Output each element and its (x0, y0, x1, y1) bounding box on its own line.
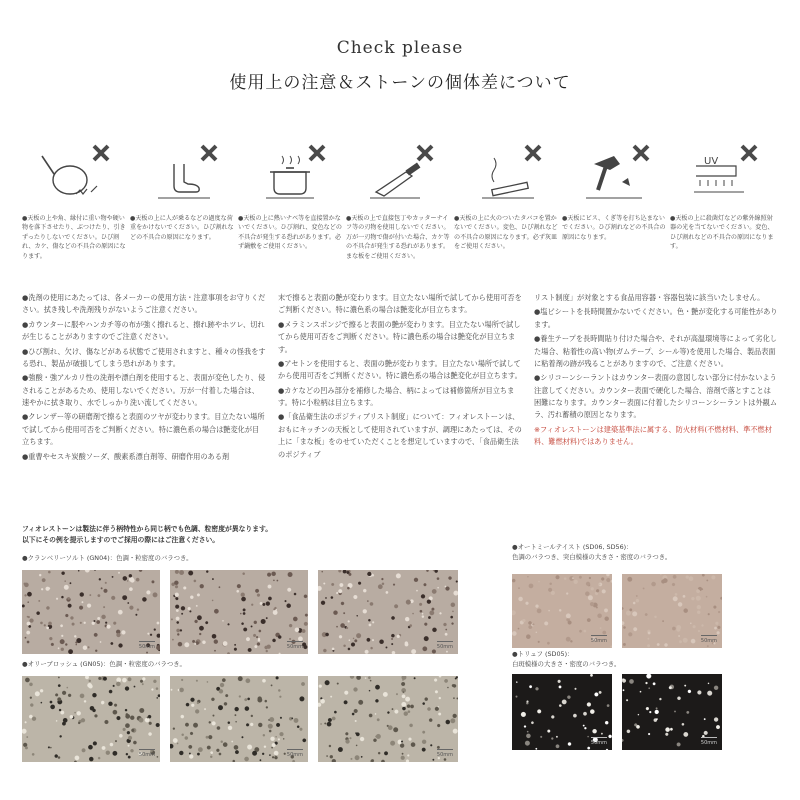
icon-caption-5: ●天板の上に火のついたタバコを置かないでください。変色、ひび割れなどの不具合の原因になります。必ず灰皿をご使用ください。 (454, 215, 558, 251)
warning-icon-cell-3 (238, 140, 346, 210)
note-item: ●「食品衛生法のポジティブリスト制度」について：フィオレストーンは、おもにキッチンの天板として使用されていますが、調理にあたっては、その上に「まな板」をのせていただくことを想定していますので、「食品衛生法のポジティブ (278, 412, 522, 459)
oatmeal-label-desc: 色調のバラつき、突白模様の大きさ・密度のバラつき。 (512, 552, 672, 561)
hammer-icon (576, 142, 656, 204)
note-item: ●クレンザー等の研磨剤で擦ると表面のツヤが変わります。目立たない場所で試してから使用可否をご判断ください。特に濃色系の場合は艶変化が目立ちます。 (22, 412, 265, 447)
cranberry-label: ●クランベリーソルト (GN04)：色調・粒密度のバラつき。 (22, 554, 193, 562)
icon-caption-1: ●天板の上や角、縁付に重い物や硬い物を落下させたり、ぶつけたり、引きずったりしないでください。ひび割れ、カケ、傷などの不具合の原因になります。 (22, 215, 126, 260)
scale-label: 50mm (138, 752, 155, 758)
warning-icon-cell-2 (130, 140, 238, 210)
cigarette-icon (468, 142, 548, 204)
icon-caption-6: ●天板にビス、くぎ等を打ち込まないでください。ひび割れなどの不具合の原因になります。 (562, 215, 666, 241)
header (0, 38, 800, 93)
note-item: ●メラミンスポンジで擦ると表面の艶が変わります。目立たない場所で試してから使用可否をご判断ください。特に濃色系の場合は艶変化が目立ちます。 (278, 319, 521, 354)
note-item: ●重曹やセスキ炭酸ソーダ、酸素系漂白剤等、研磨作用のある剤 (22, 451, 230, 461)
note-item: ●ひび割れ、欠け、傷などがある状態でご使用されますと、種々の怪我をする恐れ、製品が破損してしまう恐れがあります。 (22, 346, 266, 368)
olive-sample-3 (318, 676, 458, 762)
cranberry-sample-2 (170, 570, 308, 654)
oatmeal-sample-2 (622, 574, 722, 648)
scale-label: 50mm (138, 644, 155, 650)
scale-label: 50mm (700, 740, 717, 746)
icon-captions (22, 214, 782, 284)
olive-sample-2 (170, 676, 308, 762)
notes-column-2 (278, 292, 522, 463)
usage-notes (22, 292, 778, 492)
fire-rating-warning: ※フィオレストーンは建築基準法に属する、防火材料(不燃材料、準不燃材料、難燃材料)ではありません。 (534, 424, 772, 447)
icon-caption-7: ●天板の上に殺菌灯などの紫外線照射器の光を当てないでください。変色、ひび割れなどの不具合の原因になります。 (670, 215, 774, 251)
note-item: ●アセトンを使用すると、表面の艶が変わります。目立たない場所で試してから使用可否をご判断ください。特に濃色系の場合は艶変化が目立ちます。 (278, 358, 522, 381)
cranberry-sample-3 (318, 570, 458, 654)
truffle-label-desc: 白斑模様の大きさ・密度のバラつき。 (512, 659, 621, 668)
note-item: 末で擦ると表面の艶が変わります。目立たない場所で試してから使用可否をご判断ください。特に濃色系の場合は艶変化が目立ちます。 (278, 293, 522, 315)
warning-icon-cell-1 (22, 140, 130, 210)
scale-label: 50mm (590, 638, 607, 644)
truffle-label-title: ●トリュフ (SD05)： (512, 650, 574, 658)
truffle-sample-1 (512, 674, 612, 750)
notes-column-1 (22, 292, 266, 465)
warning-icon-cell-4 (346, 140, 454, 210)
olive-sample-1 (22, 676, 160, 762)
eyebrow-text: Check please (336, 38, 464, 58)
hot-pot-icon (252, 142, 332, 204)
knife-icon (360, 142, 440, 204)
oatmeal-sample-1 (512, 574, 612, 648)
foot-icon (144, 142, 224, 204)
warning-icons-row (22, 140, 782, 210)
oatmeal-label (512, 543, 671, 562)
uv-label: UV (704, 156, 719, 167)
cranberry-sample-1 (22, 570, 160, 654)
truffle-label (512, 650, 620, 669)
scale-label: 50mm (436, 644, 453, 650)
scale-label: 50mm (436, 752, 453, 758)
olive-label: ●オリーブロッシュ (GN05)：色調・粒密度のバラつき。 (22, 660, 186, 668)
warning-icon-cell-5 (454, 140, 562, 210)
hot-pan-icon (36, 142, 116, 204)
scale-label: 50mm (590, 740, 607, 746)
note-item: ●強酸・強アルカリ性の洗剤や漂白剤を使用すると、表面が変色したり、侵されることがあるため、使用しないでください。万が一付着した場合は、速やかに拭き取り、水でしっかり洗い流してください。 (22, 373, 266, 407)
note-item: リスト制度」が対象とする食品用容器・容器包装に該当いたしません。 (534, 293, 765, 302)
uv-light-icon (684, 142, 764, 204)
warning-icon-cell-6 (562, 140, 670, 210)
scale-label: 50mm (286, 752, 303, 758)
note-item: ●カウンターに服やハンカチ等の布が強く擦れると、擦れ跡やホツレ、切れが生じることがありますのでご注意ください。 (22, 319, 265, 342)
oatmeal-label-title: ●オートミールテイスト (SD06, SD56)： (512, 543, 633, 551)
icon-caption-2: ●天板の上に人が乗るなどの過度な荷重をかけないでください。ひび割れなどの不具合の原因になります。 (130, 215, 234, 241)
warning-icon-cell-7 (670, 140, 778, 210)
sample-intro (22, 524, 502, 546)
notes-column-3 (534, 292, 778, 451)
page-title: 使用上の注意＆ストーンの個体差について (229, 73, 571, 93)
note-item: ●塩ビシートを長時間置かないでください。色・艶が変化する可能性があります。 (534, 307, 778, 329)
note-item: ●養生テープを長時間貼り付けた場合や、それが高温環境等によって劣化した場合、粘着性の高い物(ガムテープ、シール等)を使用した場合、製品表面に粘着剤の跡が残ることがありますので、ご注意ください。 (534, 334, 777, 368)
sample-intro-line-2: 以下にその例を提示しますのでご採用の際にはご注意ください。 (22, 535, 220, 544)
sample-intro-line-1: フィオレストーンは製法に伴う柄特性から同じ柄でも色調、粒密度が異なります。 (22, 525, 273, 533)
icon-caption-4: ●天板の上で直接包丁やカッターナイフ等の刃物を使用しないでください。万が一刃物で傷が付いた場合、カケ等の不具合が発生する恐れがあります。まな板をご使用ください。 (346, 215, 450, 260)
icon-caption-3: ●天板の上に熱いナベ等を直接置かないでください。ひび割れ、変色などの不具合が発生する恐れがあります。必ず鍋敷をご使用ください。 (238, 215, 342, 251)
truffle-sample-2 (622, 674, 722, 750)
scale-label: 50mm (286, 644, 303, 650)
scale-label: 50mm (700, 638, 717, 644)
note-item: ●シリコーンシーラントはカウンター表面の意図しない部分に付かないよう注意してください。カウンター表面で硬化した場合、溶剤で落とすことは困難になります。カウンター表面に付着したシリコーンシーラントは外観ムラ、汚れ蓄積の原因となります。 (534, 373, 778, 420)
note-item: ●洗剤の使用にあたっては、各メーカーの使用方法・注意事項をお守りください。拭き残しや洗剤残りがないようご注意ください。 (22, 293, 266, 315)
note-item: ●カケなどの凹み部分を補修した場合、柄によっては補修箇所が目立ちます。特に小粒柄は目立ちます。 (278, 385, 515, 407)
